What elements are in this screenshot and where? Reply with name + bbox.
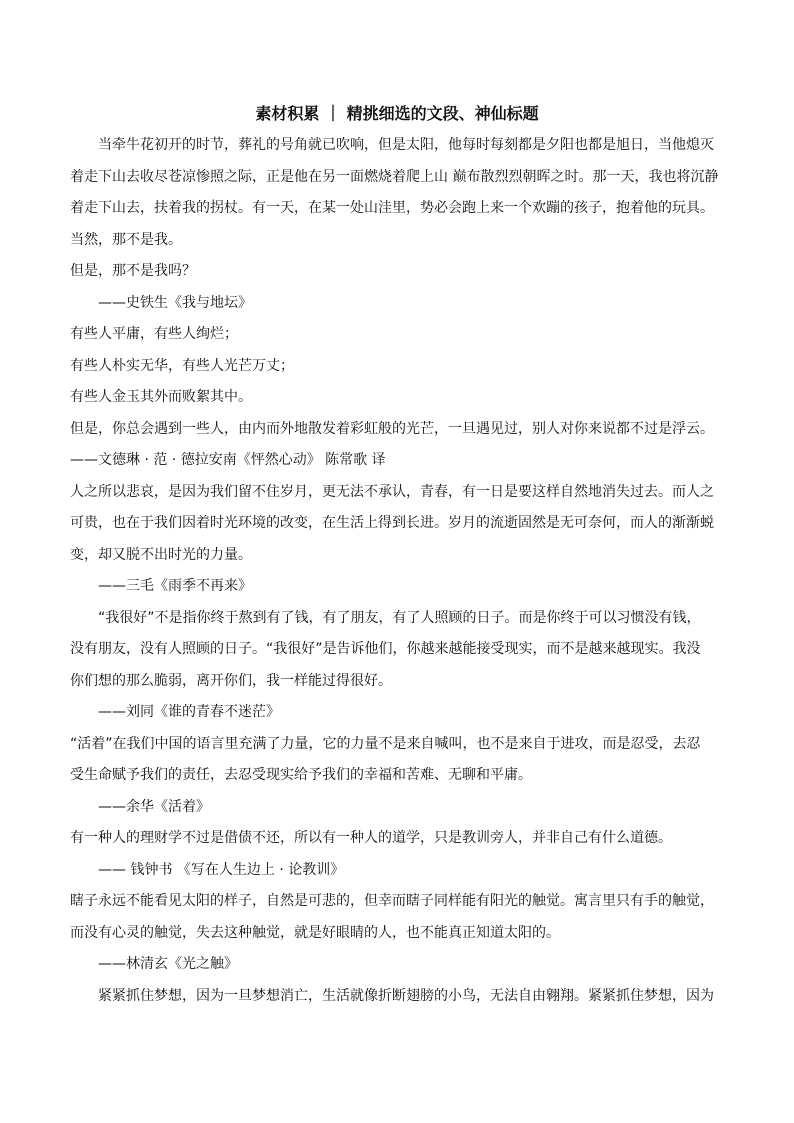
- attribution-line: ——史铁生《我与地坛》: [98, 294, 252, 311]
- text-line: 受生命赋予我们的责任，去忍受现实给予我们的幸福和苦难、无聊和平庸。: [70, 767, 532, 783]
- page-title: 素材积累 ｜ 精挑细选的文段、神仙标题: [255, 104, 539, 123]
- text-line: 有一种人的理财学不过是借债不还，所以有一种人的道学，只是教训旁人，并非自己有什么道德。: [70, 830, 672, 846]
- text-line: 着走下山去，扶着我的拐杖。有一天，在某一处山洼里，势必会跑上来一个欢蹦的孩子，抱着他的玩具。: [70, 200, 714, 216]
- attribution-line: —— 钱钟书 《写在人生边上 · 论教训》: [98, 861, 345, 878]
- text-line: “活着”在我们中国的语言里充满了力量，它的力量不是来自喊叫，也不是来自于进攻，而是忍受，去忍: [70, 735, 701, 752]
- text-line: 变，却又脱不出时光的力量。: [70, 546, 252, 563]
- attribution-line: ——文德琳 · 范 · 德拉安南《怦然心动》 陈常歌 译: [70, 452, 386, 468]
- attribution-line: ——刘同《谁的青春不迷茫》: [98, 704, 280, 720]
- text-line: 有些人平庸，有些人绚烂；: [70, 326, 238, 342]
- document-body: [70, 130, 724, 1012]
- text-line: 当然，那不是我。: [70, 231, 182, 248]
- text-line: 着走下山去收尽苍凉惨照之际，正是他在另一面燃烧着爬上山 巅布散烈烈朝晖之时。那一天，我也将沉静: [70, 168, 719, 185]
- attribution-line: ——三毛《雨季不再来》: [98, 578, 252, 594]
- text-line: 瞎子永远不能看见太阳的样子，自然是可悲的，但幸而瞎子同样能有阳光的触觉。寓言里只有手的触觉，: [70, 893, 714, 909]
- text-line: 有些人朴实无华，有些人光芒万丈；: [70, 357, 294, 374]
- text-line: 但是，那不是我吗？: [70, 263, 196, 279]
- text-line: 但是，你总会遇到一些人，由内而外地散发着彩虹般的光芒，一旦遇见过，别人对你来说都不过是浮云。: [70, 420, 714, 437]
- text-line: 没有朋友，没有人照顾的日子。“我很好”是告诉他们，你越来越能接受现实，而不是越来越现实。我没: [70, 641, 701, 657]
- document-page: [70, 100, 724, 1012]
- text-line: 紧紧抓住梦想，因为一旦梦想消亡，生活就像折断翅膀的小鸟，无法自由翱翔。紧紧抓住梦想，因为: [98, 987, 714, 1004]
- text-line: “我很好”不是指你终于熬到有了钱，有了朋友，有了人照顾的日子。而是你终于可以习惯没有钱，: [98, 609, 701, 626]
- text-line: 有些人金玉其外而败絮其中。: [70, 389, 252, 405]
- text-line: 而没有心灵的触觉，失去这种触觉，就是好眼睛的人，也不能真正知道太阳的。: [70, 924, 560, 941]
- attribution-line: ——林清玄《光之触》: [98, 956, 238, 972]
- text-line: 可贵，也在于我们因着时光环境的改变，在生活上得到长进。岁月的流逝固然是无可奈何，而人的渐渐蜕: [70, 515, 714, 531]
- attribution-line: ——余华《活着》: [98, 798, 210, 815]
- text-line: 人之所以悲哀，是因为我们留不住岁月，更无法不承认，青春，有一日是要这样自然地消失过去。而人之: [70, 483, 714, 500]
- text-line: 你们想的那么脆弱，离开你们，我一样能过得很好。: [70, 672, 392, 689]
- text-line: 当牵牛花初开的时节，葬礼的号角就已吹响，但是太阳，他每时每刻都是夕阳也都是旭日，当他熄灭: [98, 137, 714, 153]
